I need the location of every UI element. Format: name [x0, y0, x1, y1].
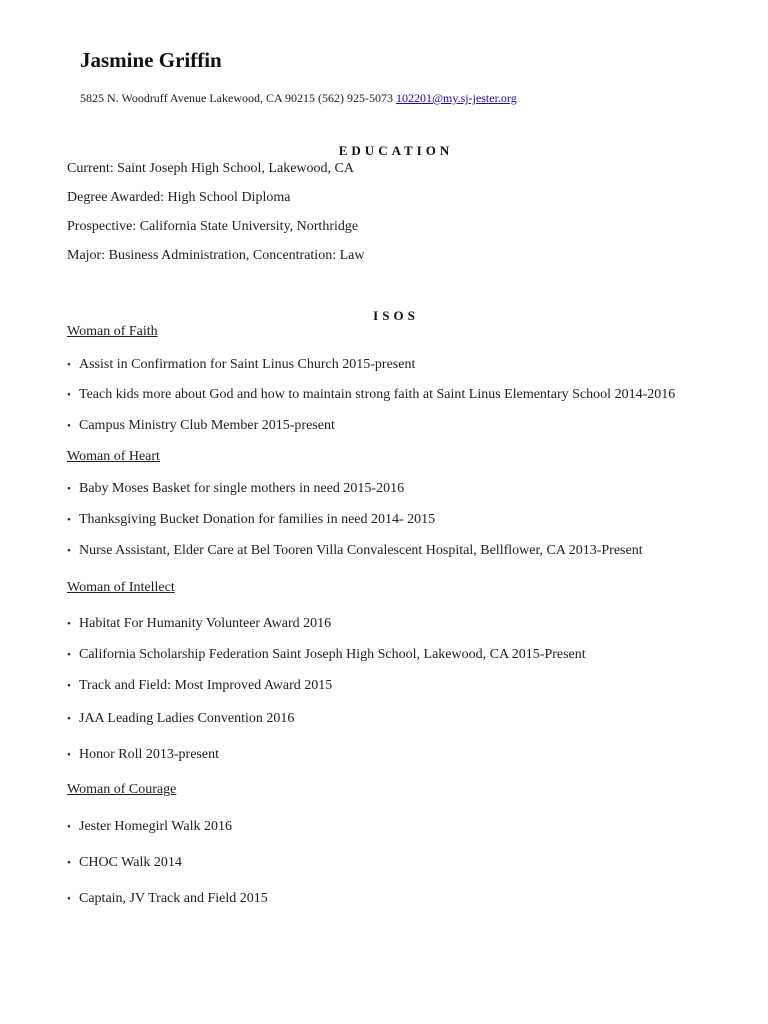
group-title-intellect: Woman of Intellect: [67, 580, 175, 595]
bullet-icon: •: [67, 680, 71, 692]
bullet-icon: •: [67, 545, 71, 557]
list-item: • Captain, JV Track and Field 2015: [67, 891, 268, 906]
education-heading: EDUCATION: [338, 143, 454, 158]
contact-address-phone: 5825 N. Woodruff Avenue Lakewood, CA 90215 (562) 925-5073: [80, 91, 393, 105]
bullet-icon: •: [67, 359, 71, 371]
education-prospective: Prospective: California State University, Northridge: [67, 219, 359, 234]
list-item: • JAA Leading Ladies Convention 2016: [67, 711, 295, 726]
list-item: • California Scholarship Federation Saint Joseph High School, Lakewood, CA 2015-Present: [67, 647, 586, 662]
bullet-icon: •: [67, 389, 71, 401]
bullet-icon: •: [67, 514, 71, 526]
resume-name: Jasmine Griffin: [80, 48, 222, 72]
list-item: • CHOC Walk 2014: [67, 855, 182, 870]
bullet-icon: •: [67, 749, 71, 761]
contact-line: [80, 91, 517, 106]
group-title-heart: Woman of Heart: [67, 449, 160, 464]
education-current: Current: Saint Joseph High School, Lakewood, CA: [67, 161, 354, 176]
group-title-courage: Woman of Courage: [67, 782, 177, 797]
bullet-icon: •: [67, 893, 71, 905]
list-item: • Campus Ministry Club Member 2015-present: [67, 418, 335, 433]
bullet-icon: •: [67, 420, 71, 432]
list-item: • Thanksgiving Bucket Donation for families in need 2014- 2015: [67, 512, 436, 527]
list-item: • Track and Field: Most Improved Award 2015: [67, 678, 333, 693]
bullet-icon: •: [67, 618, 71, 630]
list-item: • Teach kids more about God and how to maintain strong faith at Saint Linus Elementary School 2014-2016: [67, 387, 676, 402]
list-item: • Assist in Confirmation for Saint Linus Church 2015-present: [67, 357, 416, 372]
bullet-icon: •: [67, 857, 71, 869]
list-item: • Honor Roll 2013-present: [67, 747, 219, 762]
bullet-icon: •: [67, 483, 71, 495]
list-item: • Nurse Assistant, Elder Care at Bel Tooren Villa Convalescent Hospital, Bellflower, CA 2013-Present: [67, 543, 643, 558]
bullet-icon: •: [67, 649, 71, 661]
bullet-icon: •: [67, 713, 71, 725]
list-item: • Baby Moses Basket for single mothers in need 2015-2016: [67, 481, 405, 496]
education-major: Major: Business Administration, Concentration: Law: [67, 248, 365, 263]
bullet-icon: •: [67, 821, 71, 833]
list-item: • Jester Homegirl Walk 2016: [67, 819, 232, 834]
isos-heading: ISOS: [373, 308, 419, 323]
email-link[interactable]: 102201@my.sj-jester.org: [396, 91, 517, 105]
list-item: • Habitat For Humanity Volunteer Award 2016: [67, 616, 332, 631]
education-degree: Degree Awarded: High School Diploma: [67, 190, 291, 205]
group-title-faith: Woman of Faith: [67, 324, 158, 339]
